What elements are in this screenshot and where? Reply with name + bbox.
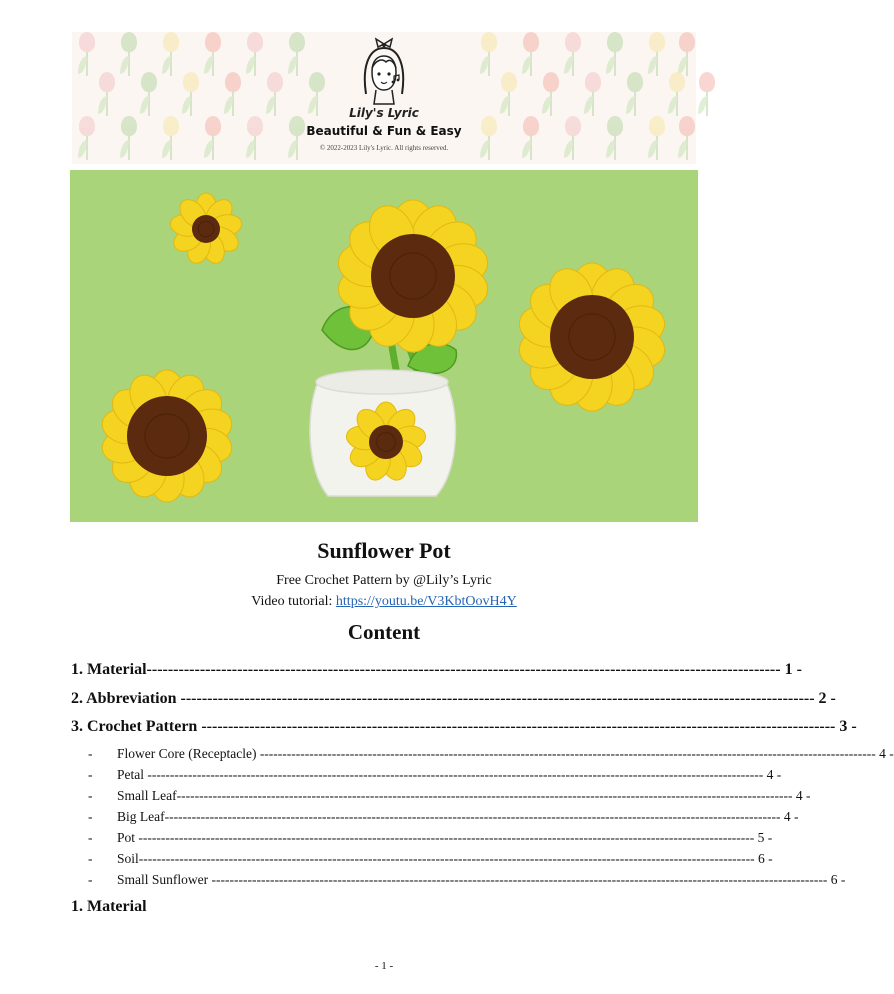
- tulip-icon: [76, 116, 98, 164]
- toc-leader: ----------------------------------------------------------------------------------------------------------------------------------------: [144, 767, 759, 782]
- brand-tagline: Beautiful & Fun & Easy: [306, 124, 462, 138]
- tulip-icon: [202, 116, 224, 164]
- toc-subentry-petal[interactable]: [88, 767, 782, 783]
- tulip-icon: [696, 72, 718, 120]
- tulip-icon: [76, 32, 98, 80]
- content-heading: Content: [347, 620, 421, 644]
- page-number: - 1 -: [374, 960, 394, 972]
- toc-leader: ----------------------------------------------------------------------------------------------------------------------: [176, 690, 810, 707]
- toc-entry-page: - 4 -: [871, 746, 894, 761]
- tulip-icon: [604, 116, 626, 164]
- toc-entry-page: - 6 -: [822, 872, 846, 887]
- toc-entry-page: - 4 -: [776, 809, 799, 824]
- video-tutorial-line: [0, 594, 768, 610]
- toc-entry-page: - 4 -: [788, 788, 811, 803]
- tulip-icon: [222, 72, 244, 120]
- tulip-icon: [582, 72, 604, 120]
- section-heading-material: 1. Material: [71, 898, 147, 915]
- toc-entry-page: - 4 -: [758, 767, 782, 782]
- tulip-icon: [562, 32, 584, 80]
- toc-entry-label: Small Leaf: [117, 788, 177, 803]
- brand-name: Lily's Lyric: [349, 106, 419, 120]
- toc-leader: ----------------------------------------------------------------------------------------------------------------------------------------: [208, 872, 823, 887]
- tulip-icon: [540, 72, 562, 120]
- toc-leader: ----------------------------------------------------------------------------------------------------------------------: [146, 661, 776, 678]
- tulip-icon: [666, 72, 688, 120]
- toc-entry-label: Flower Core (Receptacle): [117, 746, 257, 761]
- toc-leader: ----------------------------------------------------------------------------------------------------------------------------------------: [138, 851, 751, 866]
- sunflower-pot-photo: [70, 170, 698, 522]
- copyright-notice: © 2022-2023 Lily's Lyric. All rights reserved.: [319, 144, 449, 152]
- toc-bullet: -: [88, 788, 93, 803]
- toc-entry-crochet-pattern[interactable]: [71, 718, 857, 736]
- brand-block: [298, 38, 470, 162]
- toc-subentry-small-sunflower[interactable]: [88, 872, 846, 888]
- toc-entry-label: Pot: [117, 830, 136, 845]
- tulip-icon: [478, 116, 500, 164]
- tulip-icon: [244, 116, 266, 164]
- header-banner: [72, 32, 696, 164]
- tulip-icon: [646, 32, 668, 80]
- tulip-icon: [202, 32, 224, 80]
- toc-subentry-big-leaf[interactable]: [88, 809, 799, 825]
- toc-subentry-flower-core[interactable]: [88, 746, 894, 762]
- tulip-icon: [520, 116, 542, 164]
- tulip-icon: [160, 32, 182, 80]
- tulip-icon: [118, 116, 140, 164]
- tulip-icon: [118, 32, 140, 80]
- tulip-icon: [478, 32, 500, 80]
- tulip-icon: [244, 32, 266, 80]
- toc-entry-label: Big Leaf: [117, 809, 165, 824]
- toc-entry-label: Soil: [117, 851, 139, 866]
- toc-entry-label: Petal: [117, 767, 144, 782]
- toc-entry-label: 3. Crochet Pattern: [71, 718, 198, 735]
- toc-entry-label: 1. Material: [71, 661, 147, 678]
- toc-subentry-small-leaf[interactable]: [88, 788, 811, 804]
- tulip-icon: [160, 116, 182, 164]
- tulip-icon: [96, 72, 118, 120]
- toc-bullet: -: [88, 830, 93, 845]
- toc-entry-label: Small Sunflower: [117, 872, 209, 887]
- toc-bullet: -: [88, 767, 93, 782]
- toc-leader: ----------------------------------------------------------------------------------------------------------------------------------------: [135, 830, 750, 845]
- tulip-icon: [138, 72, 160, 120]
- girl-logo-icon: [356, 38, 412, 106]
- tulip-icon: [676, 116, 698, 164]
- toc-entry-page: - 6 -: [750, 851, 773, 866]
- toc-subentry-pot[interactable]: [88, 830, 773, 846]
- toc-bullet: -: [88, 746, 93, 761]
- document-title: Sunflower Pot: [317, 538, 451, 563]
- video-tutorial-label: Video tutorial:: [251, 594, 333, 609]
- toc-bullet: -: [88, 872, 93, 887]
- tulip-icon: [520, 32, 542, 80]
- toc-entry-material[interactable]: [71, 661, 802, 679]
- toc-entry-label: 2. Abbreviation: [71, 690, 177, 707]
- tulip-icon: [646, 116, 668, 164]
- toc-subentry-soil[interactable]: [88, 851, 773, 867]
- toc-entry-page: - 1 -: [775, 661, 802, 678]
- toc-entry-page: - 5 -: [749, 830, 773, 845]
- pattern-credit: Free Crochet Pattern by @Lily’s Lyric: [276, 573, 492, 588]
- toc-bullet: -: [88, 809, 93, 824]
- tulip-icon: [498, 72, 520, 120]
- toc-entry-page: - 3 -: [830, 718, 857, 735]
- toc-leader: ----------------------------------------------------------------------------------------------------------------------------------------: [256, 746, 872, 761]
- pot-rim: [316, 370, 448, 394]
- tulip-icon: [264, 72, 286, 120]
- toc-bullet: -: [88, 851, 93, 866]
- toc-entry-abbreviation[interactable]: [71, 690, 836, 708]
- toc-leader: ----------------------------------------------------------------------------------------------------------------------------------------: [176, 788, 789, 803]
- video-tutorial-link[interactable]: https://youtu.be/V3KbtOovH4Y: [335, 594, 517, 609]
- tulip-icon: [624, 72, 646, 120]
- tulip-icon: [604, 32, 626, 80]
- toc-leader: ----------------------------------------------------------------------------------------------------------------------------------------: [164, 809, 777, 824]
- toc-entry-page: - 2 -: [809, 690, 836, 707]
- toc-leader: ----------------------------------------------------------------------------------------------------------------------: [197, 718, 831, 735]
- tulip-icon: [562, 116, 584, 164]
- tulip-icon: [180, 72, 202, 120]
